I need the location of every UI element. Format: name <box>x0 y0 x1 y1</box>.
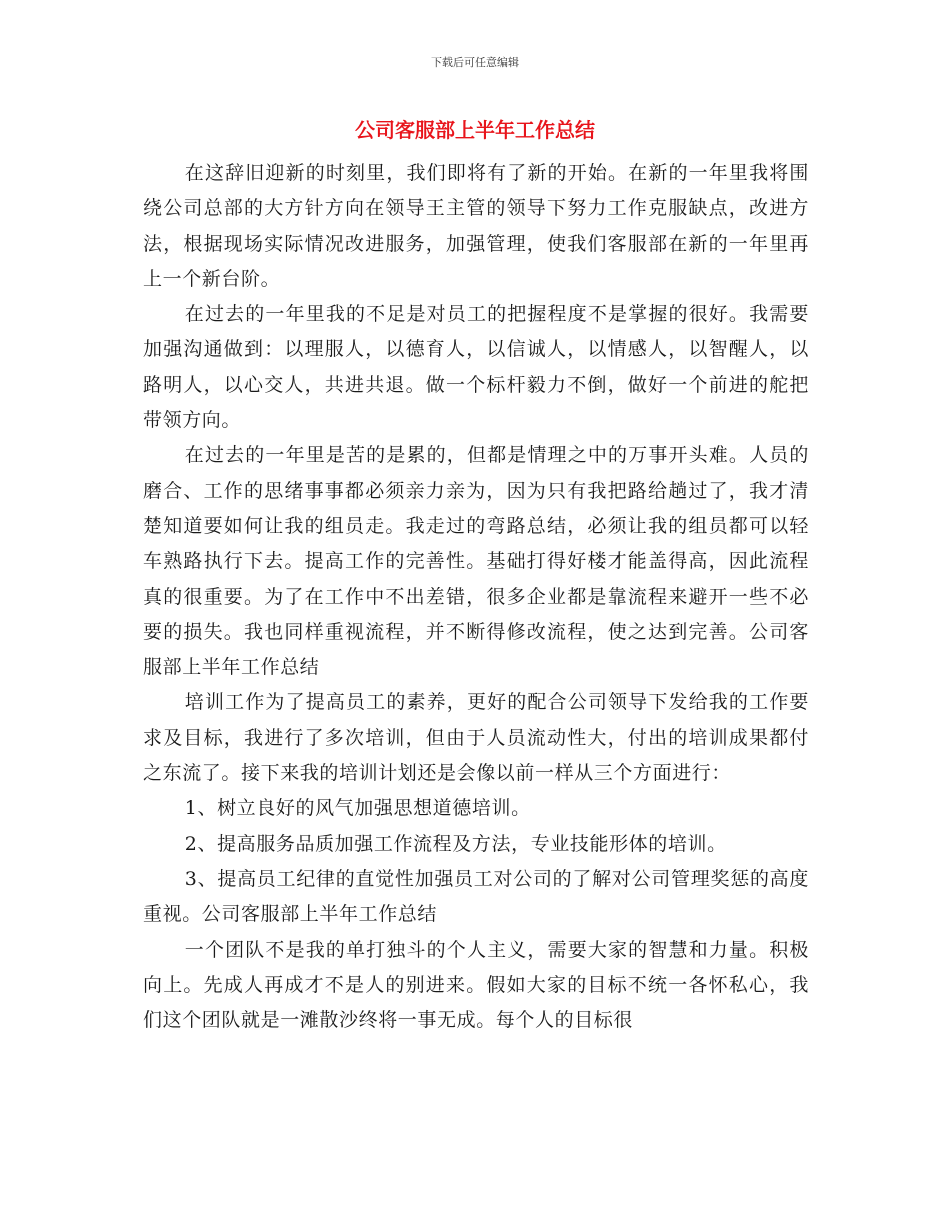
list-item: 2、提高服务品质加强工作流程及方法，专业技能形体的培训。 <box>184 832 727 855</box>
document-title: 公司客服部上半年工作总结 <box>355 118 595 142</box>
paragraph: 在过去的一年里我的不足是对员工的把握程度不是掌握的很好。我需要加强沟通做到：以理服人，以德育人，以信诚人，以情感人，以智醒人，以路明人，以心交人，共进共退。做一个标杆毅力不倒，做好一个前进的舵把带领方向。 <box>143 303 809 432</box>
list-item: 1、树立良好的风气加强思想道德培训。 <box>184 797 531 820</box>
list-item: 3、提高员工纪律的直觉性加强员工对公司的了解对公司管理奖惩的高度重视。公司客服部上半年工作总结 <box>143 867 809 926</box>
page-header: 下载后可任意编辑 <box>431 56 519 69</box>
paragraph: 在这辞旧迎新的时刻里，我们即将有了新的开始。在新的一年里我将围绕公司总部的大方针方向在领导王主管的领导下努力工作克服缺点，改进方法，根据现场实际情况改进服务，加强管理，使我们客服部在新的一年里再上一个新台阶。 <box>143 162 809 290</box>
document-body <box>143 156 809 1038</box>
paragraph: 一个团队不是我的单打独斗的个人主义，需要大家的智慧和力量。积极向上。先成人再成才不是人的别进来。假如大家的目标不统一各怀私心，我们这个团队就是一滩散沙终将一事无成。每个人的目标很 <box>143 938 809 1032</box>
paragraph: 培训工作为了提高员工的素养，更好的配合公司领导下发给我的工作要求及目标，我进行了多次培训，但由于人员流动性大，付出的培训成果都付之东流了。接下来我的培训计划还是会像以前一样从三个方面进行： <box>143 691 809 785</box>
paragraph: 在过去的一年里是苦的是累的，但都是情理之中的万事开头难。人员的磨合、工作的思绪事事都必须亲力亲为，因为只有我把路给趟过了，我才清楚知道要如何让我的组员走。我走过的弯路总结，必须让我的组员都可以轻车熟路执行下去。提高工作的完善性。基础打得好楼才能盖得高，因此流程真的很重要。为了在工作中不出差错，很多企业都是靠流程来避开一些不必要的损失。我也同样重视流程，并不断得修改流程，使之达到完善。公司客服部上半年工作总结 <box>143 444 809 679</box>
